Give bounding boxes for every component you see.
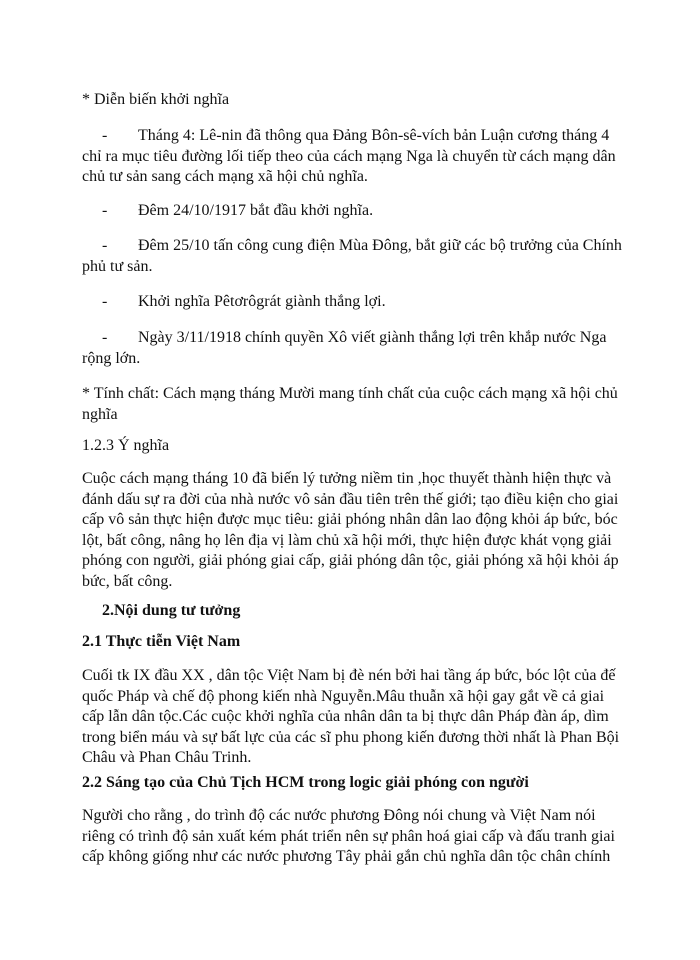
bullet-text: Đêm 24/10/1917 bắt đầu khởi nghĩa. <box>138 202 374 219</box>
bullet-item <box>82 328 622 369</box>
bullet-dash: - <box>102 293 108 310</box>
bullet-item <box>82 201 622 222</box>
y-nghia-heading: 1.2.3 Ý nghĩa <box>82 437 170 454</box>
bullet-text: Đêm 25/10 tấn công cung điện Mùa Đông, bắt giữ các bộ trưởng của Chính phủ tư sản. <box>82 237 622 275</box>
dien-bien-heading: * Diễn biến khởi nghĩa <box>82 91 230 108</box>
bullet-item <box>82 236 622 277</box>
y-nghia-paragraph: Cuộc cách mạng tháng 10 đã biến lý tưởng niềm tin ,học thuyết thành hiện thực và đánh dấu sự ra đời của nhà nước vô sản đầu tiên trên thế giới; tạo điều kiện cho giai cấp vô sản thực hiện được mục tiêu: giải phóng nhân dân lao động khỏi áp bức, bóc lột, bất công, nâng họ lên địa vị làm chủ xã hội mới, thực hiện được khát vọng giải phóng con người, giải phóng giai cấp, giải phóng dân tộc, giải phóng xã hội khỏi áp bức, bất công. <box>82 470 619 590</box>
sang-tao-paragraph: Người cho rằng , do trình độ các nước phương Đông nói chung và Việt Nam nói riêng có trình độ sản xuất kém phát triển nên sự phân hoá giai cấp và đấu tranh giai cấp không giống như các nước phương Tây phải gắn chủ nghĩa dân tộc chân chính <box>82 807 615 865</box>
bullet-item <box>82 292 622 313</box>
thuc-tien-heading: 2.1 Thực tiễn Việt Nam <box>82 633 241 650</box>
bullet-dash: - <box>102 329 108 346</box>
bullet-dash: - <box>102 127 108 144</box>
thuc-tien-paragraph: Cuối tk IX đầu XX , dân tộc Việt Nam bị đè nén bởi hai tầng áp bức, bóc lột của đế quốc Pháp và chế độ phong kiến nhà Nguyễn.Mâu thuẫn xã hội gay gắt về cả giai cấp lẫn dân tộc.Các cuộc khởi nghĩa của nhân dân ta bị thực dân Pháp đàn áp, dìm trong biển máu và sự bất lực của các sĩ phu phong kiến đương thời nhất là Phan Bội Châu và Phan Châu Trinh. <box>82 667 620 766</box>
noi-dung-heading: 2.Nội dung tư tưởng <box>102 602 241 619</box>
bullet-text: Tháng 4: Lê-nin đã thông qua Đảng Bôn-sê-vích bản Luận cương tháng 4 chỉ ra mục tiêu đường lối tiếp theo của cách mạng Nga là chuyển từ cách mạng dân chủ tư sản sang cách mạng xã hội chủ nghĩa. <box>82 127 616 185</box>
tinh-chat-paragraph: * Tính chất: Cách mạng tháng Mười mang tính chất của cuộc cách mạng xã hội chủ nghĩa <box>82 385 618 423</box>
bullet-text: Ngày 3/11/1918 chính quyền Xô viết giành thắng lợi trên khắp nước Nga rộng lớn. <box>82 329 607 367</box>
bullet-dash: - <box>102 202 108 219</box>
sang-tao-heading: 2.2 Sáng tạo của Chủ Tịch HCM trong logic giải phóng con người <box>82 774 529 791</box>
bullet-item <box>82 126 622 188</box>
bullet-dash: - <box>102 237 108 254</box>
bullet-text: Khởi nghĩa Pêtơrôgrát giành thắng lợi. <box>138 293 386 310</box>
